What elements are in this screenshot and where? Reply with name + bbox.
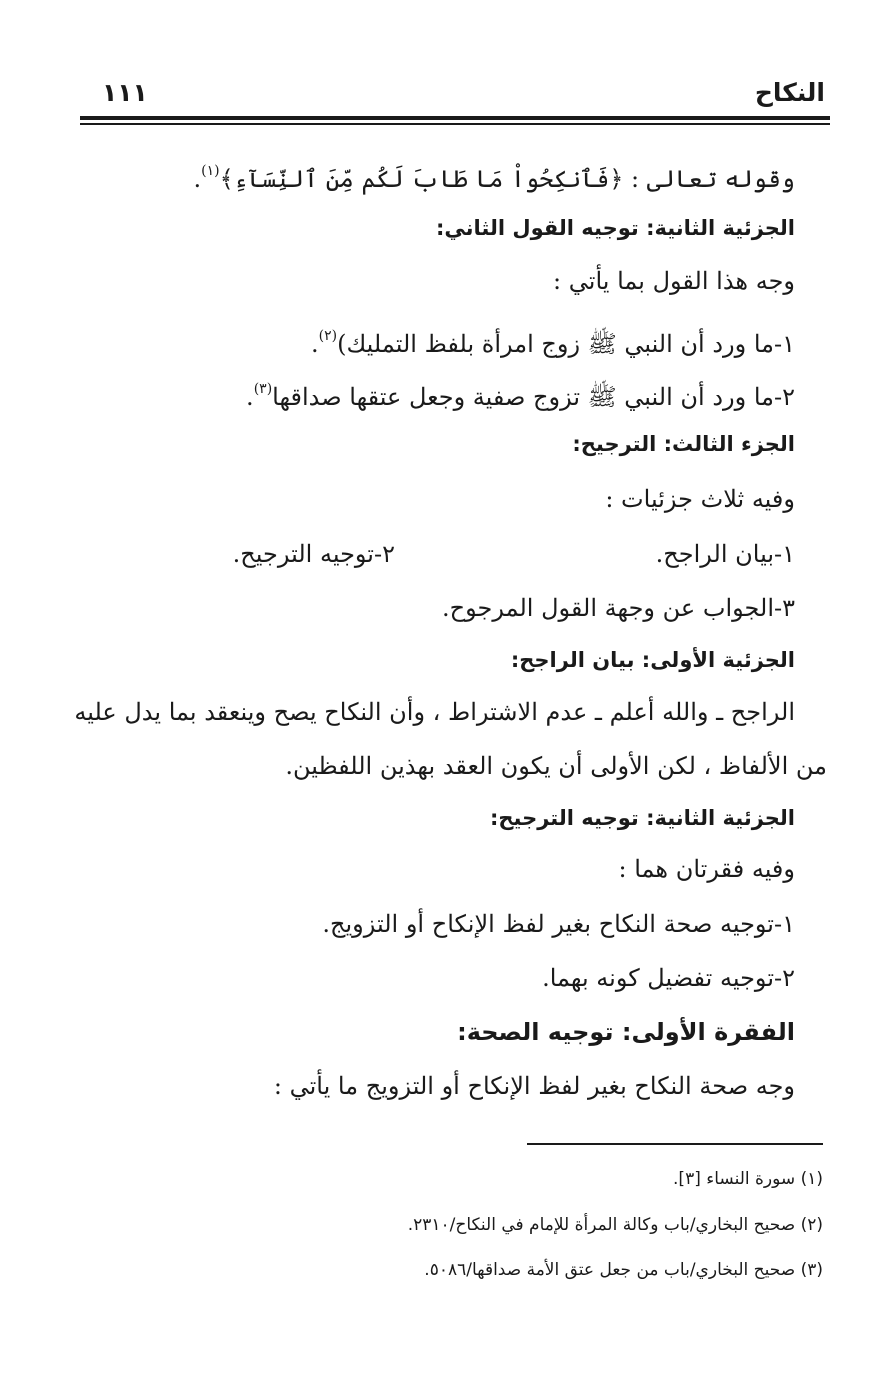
list-item: ٢-ما ورد أن النبي ﷺ تزوج صفية وجعل عتقها صداقها$^{(٣)}$. — [246, 381, 795, 411]
chapter-title: النكاح — [754, 78, 825, 107]
footnote: (١) سورة النساء [٣]. — [673, 1169, 823, 1189]
footnote-ref: (٢) — [318, 328, 338, 344]
list-item: ١-توجيه صحة النكاح بغير لفظ الإنكاح أو التزويج. — [322, 910, 795, 938]
paragraph-line: وفيه فقرتان هما : — [618, 855, 795, 883]
page-number: ١١١ — [102, 78, 148, 107]
running-header — [80, 78, 825, 114]
paragraph-line: وجه هذا القول بما يأتي : — [553, 267, 795, 295]
footnote: (٢) صحيح البخاري/باب وكالة المرأة للإمام في النكاح/٢٣١٠. — [407, 1215, 823, 1235]
paragraph-line: وجه صحة النكاح بغير لفظ الإنكاح أو التزويج ما يأتي : — [273, 1072, 795, 1100]
list-item: ١-بيان الراجح. — [655, 540, 795, 568]
header-rule-thin — [80, 123, 830, 125]
list-item: ١-ما ورد أن النبي ﷺ زوج امرأة بلفظ التمليك)$^{(٢)}$. — [310, 328, 795, 358]
quran-verse-line: وقوله تعالى : ﴿فَٱنكِحُواْ مَا طَابَ لَكُم مِّنَ ٱلنِّسَآءِ﴾$^{(١)}$. — [193, 163, 795, 193]
paragraph-line: من الألفاظ ، لكن الأولى أن يكون العقد بهذين اللفظين. — [285, 752, 827, 780]
list-item: ٢-توجيه تفضيل كونه بهما. — [542, 964, 795, 992]
paragraph-heading: الفقرة الأولى: توجيه الصحة: — [457, 1018, 795, 1046]
paragraph-line: الراجح ـ والله أعلم ـ عدم الاشتراط ، وأن النكاح يصح وينعقد بما يدل عليه — [74, 698, 795, 726]
subsection-heading: الجزئية الأولى: بيان الراجح: — [510, 648, 795, 672]
header-rule-thick — [80, 116, 830, 120]
list-item: ٢-توجيه الترجيح. — [232, 540, 395, 568]
footnote-separator — [527, 1143, 823, 1145]
footnote-ref: (١) — [201, 163, 220, 179]
paragraph-line: وفيه ثلاث جزئيات : — [605, 485, 795, 513]
subsection-heading: الجزئية الثانية: توجيه الترجيح: — [490, 806, 795, 830]
list-item: ٣-الجواب عن وجهة القول المرجوح. — [441, 594, 795, 622]
subsection-heading: الجزئية الثانية: توجيه القول الثاني: — [436, 216, 795, 240]
section-heading: الجزء الثالث: الترجيح: — [572, 432, 795, 456]
footnote-ref: (٣) — [253, 381, 273, 397]
footnote: (٣) صحيح البخاري/باب من جعل عتق الأمة صداقها/٥٠٨٦. — [424, 1260, 823, 1280]
